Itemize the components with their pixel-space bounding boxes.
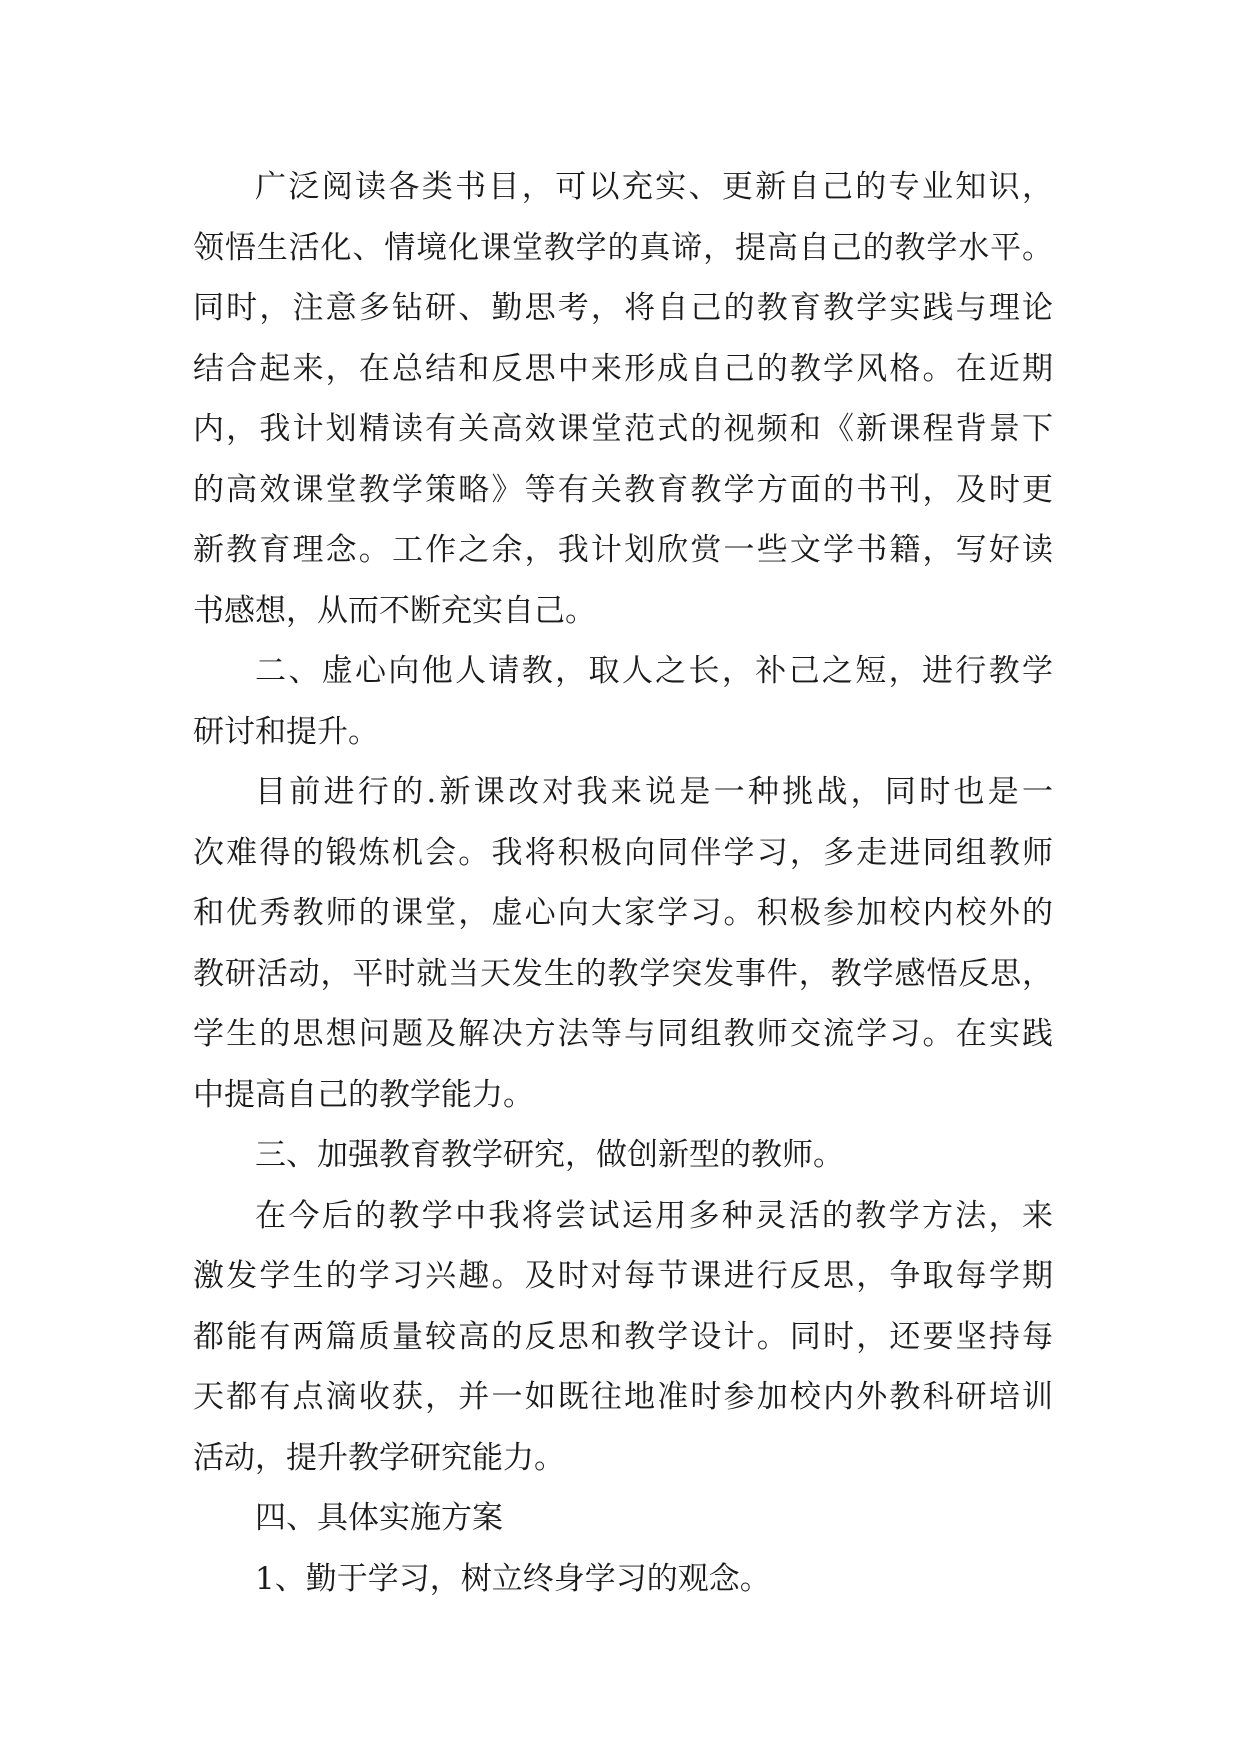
text-line: 激发学生的学习兴趣。及时对每节课进行反思，争取每学期 xyxy=(193,1258,1053,1294)
text-line: 内，我计划精读有关高效课堂范式的视频和《新课程背景下 xyxy=(193,411,1053,447)
paragraph xyxy=(193,1549,1053,1610)
text-line: 的高效课堂教学策略》等有关教育教学方面的书刊，及时更 xyxy=(193,471,1053,508)
text-line: 中提高自己的教学能力。 xyxy=(193,1076,534,1113)
text-line: 广泛阅读各类书目，可以充实、更新自己的专业知识， xyxy=(255,169,1053,205)
text-line: 三、加强教育教学研究，做创新型的教师。 xyxy=(255,1137,844,1173)
paragraph xyxy=(193,157,1053,641)
text-line: 次难得的锻炼机会。我将积极向同伴学习，多走进同组教师 xyxy=(193,834,1053,871)
text-line: 在今后的教学中我将尝试运用多种灵活的教学方法，来 xyxy=(255,1197,1053,1234)
text-line: 新教育理念。工作之余，我计划欣赏一些文学书籍，写好读 xyxy=(193,532,1053,568)
paragraph xyxy=(193,1125,1053,1186)
text-line: 都能有两篇质量较高的反思和教学设计。同时，还要坚持每 xyxy=(193,1318,1053,1355)
paragraph xyxy=(193,1186,1053,1489)
text-line: 四、具体实施方案 xyxy=(255,1500,503,1536)
text-line: 同时，注意多钻研、勤思考，将自己的教育教学实践与理论 xyxy=(193,290,1053,326)
text-line: 学生的思想问题及解决方法等与同组教师交流学习。在实践 xyxy=(193,1016,1053,1052)
text-line: 书感想，从而不断充实自己。 xyxy=(193,592,596,629)
text-line: 1、勤于学习，树立终身学习的观念。 xyxy=(255,1560,771,1597)
paragraph xyxy=(193,641,1053,762)
paragraph xyxy=(193,1488,1053,1549)
document-body xyxy=(193,157,1053,1609)
text-line: 结合起来，在总结和反思中来形成自己的教学风格。在近期 xyxy=(193,350,1053,387)
paragraph xyxy=(193,762,1053,1125)
text-line: 研讨和提升。 xyxy=(193,713,379,750)
text-line: 目前进行的.新课改对我来说是一种挑战，同时也是一 xyxy=(255,774,1053,810)
text-line: 二、虚心向他人请教，取人之长，补己之短，进行教学 xyxy=(255,653,1053,689)
text-line: 活动，提升教学研究能力。 xyxy=(193,1439,565,1476)
text-line: 天都有点滴收获，并一如既往地准时参加校内外教科研培训 xyxy=(193,1379,1053,1415)
text-line: 和优秀教师的课堂，虚心向大家学习。积极参加校内校外的 xyxy=(193,895,1053,931)
text-line: 教研活动，平时就当天发生的教学突发事件，教学感悟反思， xyxy=(193,955,1053,992)
text-line: 领悟生活化、情境化课堂教学的真谛，提高自己的教学水平。 xyxy=(193,229,1053,266)
